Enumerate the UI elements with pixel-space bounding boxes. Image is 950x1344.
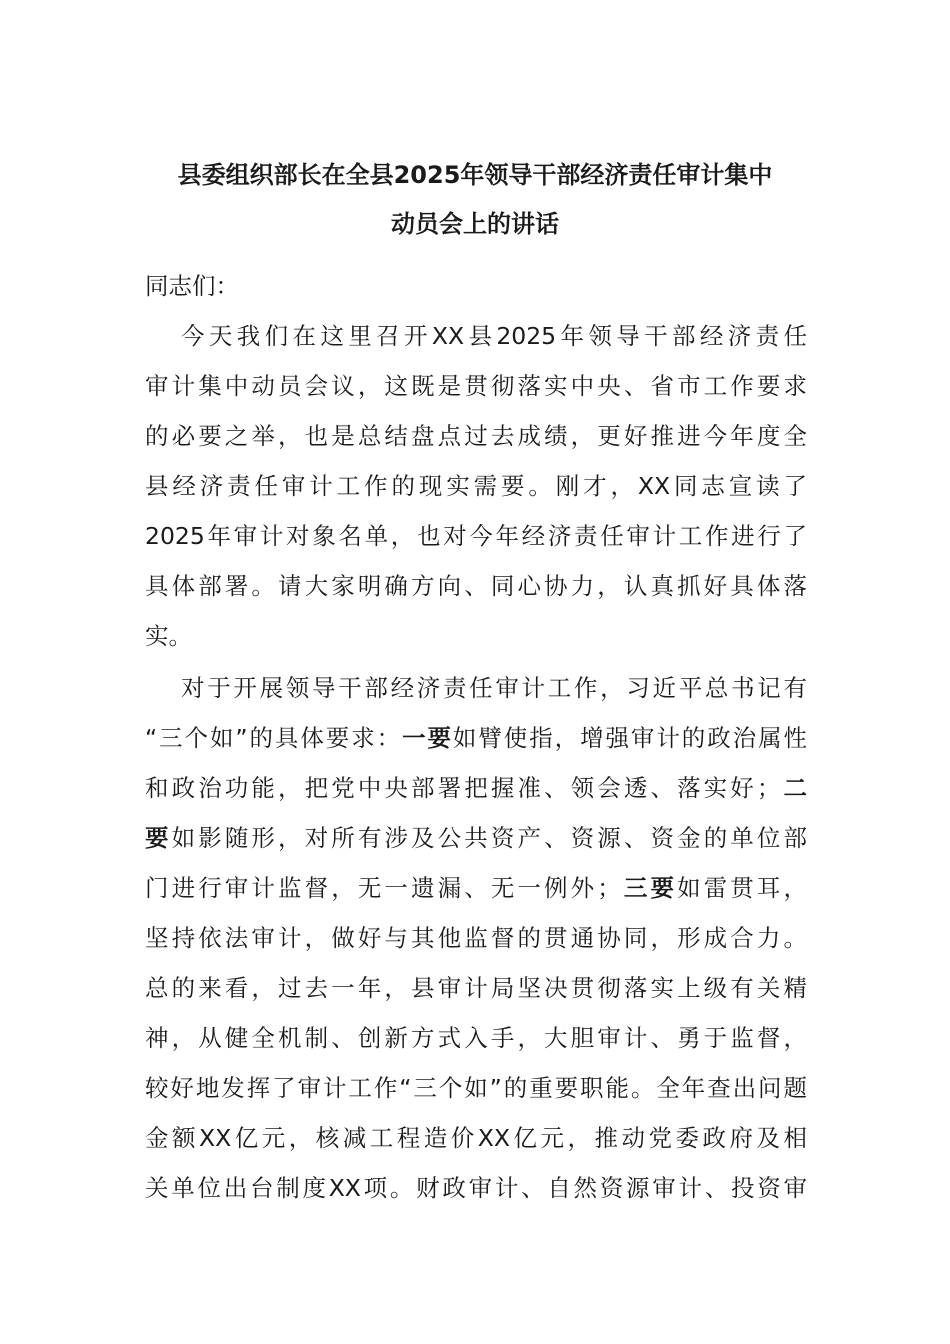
bold-point-2b: 要 bbox=[145, 824, 172, 852]
point-text: 如影随形，对所有涉及公共资产、资源、资金的单位部 bbox=[171, 824, 808, 852]
paragraph-2-line: 关单位出台制度XX项。财政审计、自然资源审计、投资审 bbox=[145, 1174, 807, 1202]
paragraph-2-line bbox=[145, 823, 807, 853]
document-title-line-2: 动员会上的讲话 bbox=[391, 210, 559, 238]
document-title-line-1: 县委组织部长在全县2025年领导干部经济责任审计集中 bbox=[177, 161, 773, 189]
point-text: 如雷贯耳， bbox=[677, 874, 808, 902]
point-text: 如臂使指，增强审计的政治属性 bbox=[452, 724, 807, 752]
paragraph-1-line: 实。 bbox=[145, 622, 192, 650]
paragraph-2-line: 金额XX亿元，核减工程造价XX亿元，推动党委政府及相 bbox=[145, 1124, 807, 1152]
paragraph-2-line bbox=[145, 873, 807, 903]
paragraph-2-line bbox=[145, 773, 807, 803]
paragraph-2-line: 神，从健全机制、创新方式入手，大胆审计、勇于监督， bbox=[145, 1024, 807, 1052]
paragraph-2-line: 较好地发挥了审计工作“三个如”的重要职能。全年查出问题 bbox=[145, 1074, 807, 1102]
greeting: 同志们： bbox=[145, 272, 239, 300]
paragraph-1-line: 县经济责任审计工作的现实需要。刚才，XX同志宣读了 bbox=[145, 472, 807, 500]
bold-point-2a: 二 bbox=[780, 774, 808, 802]
paragraph-1-line: 的必要之举，也是总结盘点过去成绩，更好推进今年度全 bbox=[145, 422, 807, 450]
paragraph-1-line: 具体部署。请大家明确方向、同心协力，认真抓好具体落 bbox=[145, 572, 807, 600]
paragraph-1-line: 审计集中动员会议，这既是贯彻落实中央、省市工作要求 bbox=[145, 372, 807, 400]
bold-point-1: 一要 bbox=[402, 724, 453, 752]
paragraph-1-line: 今天我们在这里召开XX县2025年领导干部经济责任 bbox=[181, 322, 807, 350]
bold-point-3: 三要 bbox=[620, 874, 678, 902]
paragraph-2-line: 对于开展领导干部经济责任审计工作，习近平总书记有 bbox=[181, 674, 807, 702]
paragraph-2-line: 坚持依法审计，做好与其他监督的贯通协同，形成合力。 bbox=[145, 924, 807, 952]
paragraph-2-line bbox=[145, 723, 807, 753]
point-text: 门进行审计监督，无一遗漏、无一例外； bbox=[145, 874, 621, 902]
paragraph-1-line: 2025年审计对象名单，也对今年经济责任审计工作进行了 bbox=[145, 522, 807, 550]
point-text: 和政治功能，把党中央部署把握准、领会透、落实好； bbox=[145, 774, 781, 802]
quote-text: “三个如”的具体要求： bbox=[145, 724, 403, 752]
paragraph-2-line: 总的来看，过去一年，县审计局坚决贯彻落实上级有关精 bbox=[145, 974, 807, 1002]
